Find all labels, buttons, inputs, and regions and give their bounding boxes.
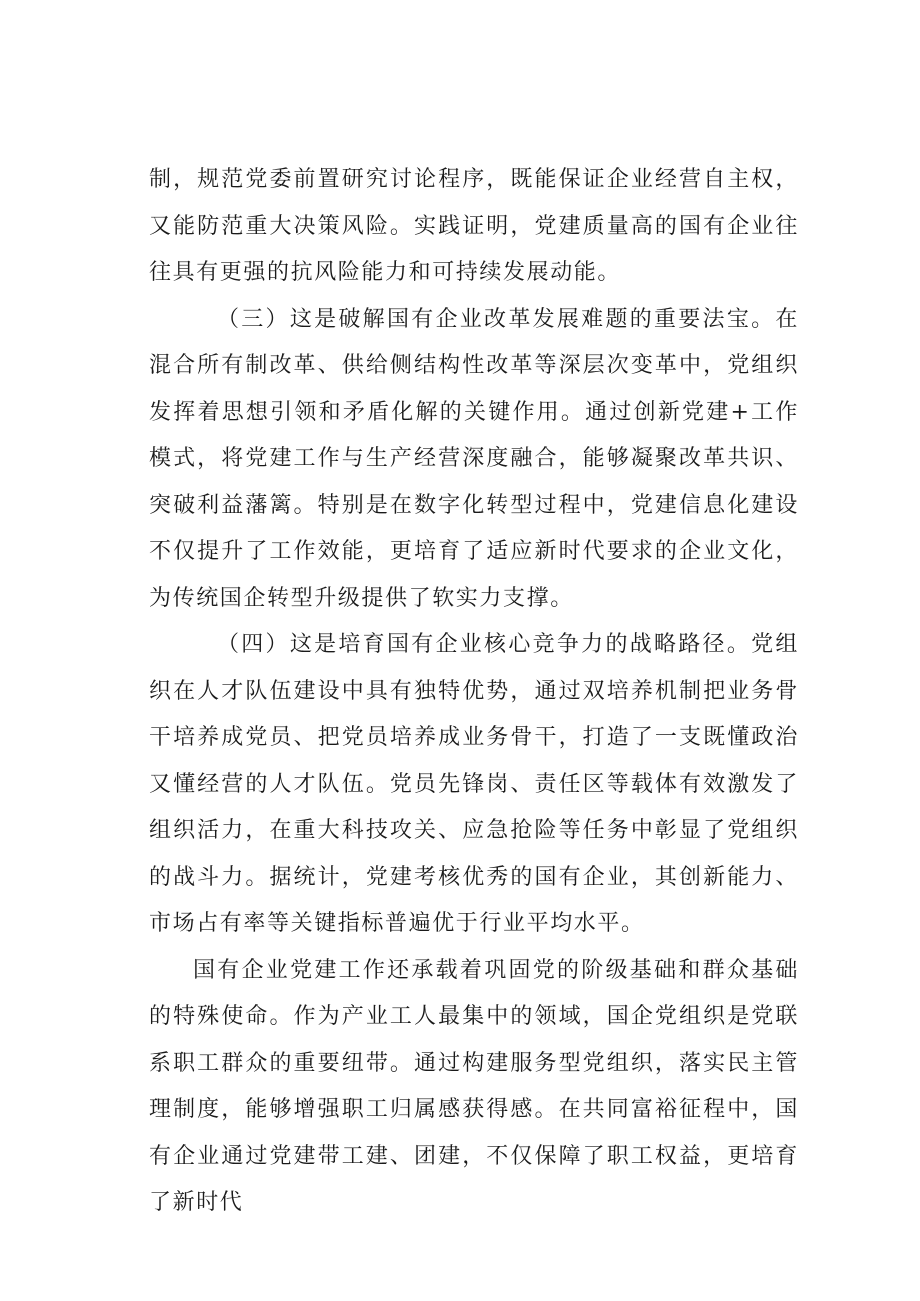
document-body	[149, 157, 799, 1227]
paragraph-section-four: （四）这是培育国有企业核心竞争力的战略路径。党组织在人才队伍建设中具有独特优势，通过双培养机制把业务骨干培养成党员、把党员培养成业务骨干，打造了一支既懂政治又懂经营的人才队伍。党员先锋岗、责任区等载体有效激发了组织活力，在重大科技攻关、应急抢险等任务中彰显了党组织的战斗力。据统计，党建考核优秀的国有企业，其创新能力、市场占有率等关键指标普遍优于行业平均水平。	[149, 632, 799, 936]
paragraph-continuation: 制，规范党委前置研究讨论程序，既能保证企业经营自主权，又能防范重大决策风险。实践证明，党建质量高的国有企业往往具有更强的抗风险能力和可持续发展动能。	[149, 167, 799, 285]
paragraph-section-three: （三）这是破解国有企业改革发展难题的重要法宝。在混合所有制改革、供给侧结构性改革等深层次变革中，党组织发挥着思想引领和矛盾化解的关键作用。通过创新党建+工作模式，将党建工作与生产经营深度融合，能够凝聚改革共识、突破利益藩篱。特别是在数字化转型过程中，党建信息化建设不仅提升了工作效能，更培育了适应新时代要求的企业文化，为传统国企转型升级提供了软实力支撑。	[149, 306, 799, 611]
paragraph-mass-base: 国有企业党建工作还承载着巩固党的阶级基础和群众基础的特殊使命。作为产业工人最集中的领域，国企党组织是党联系职工群众的重要纽带。通过构建服务型党组织，落实民主管理制度，能够增强职工归属感获得感。在共同富裕征程中，国有企业通过党建带工建、团建，不仅保障了职工权益，更培育了新时代	[149, 957, 799, 1215]
